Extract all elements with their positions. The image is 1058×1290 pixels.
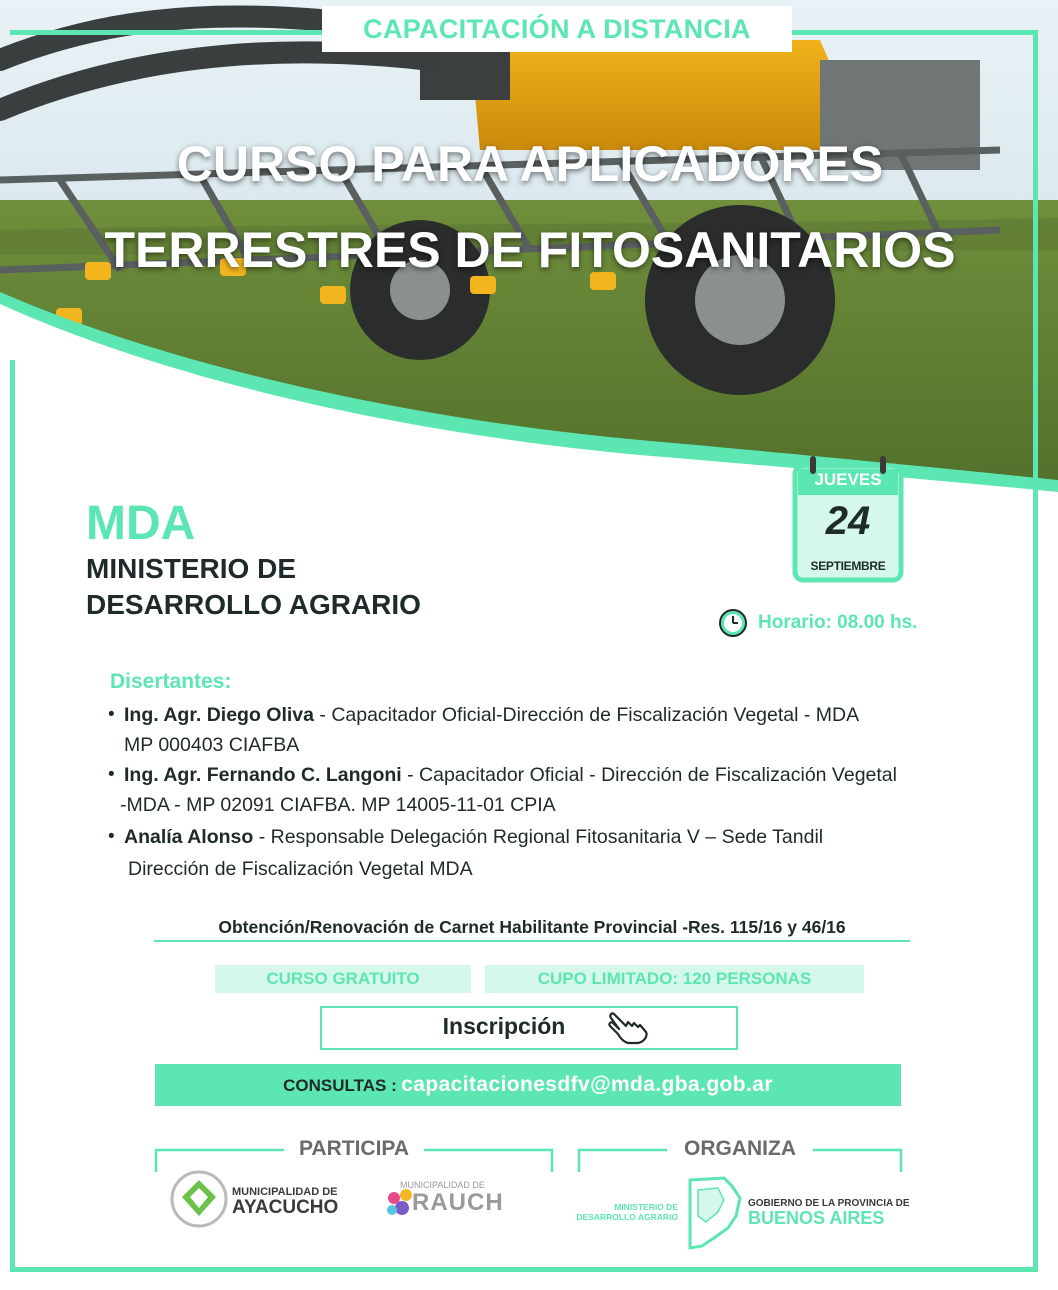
frame-right [1033,30,1038,1270]
bullet-2: • [108,764,115,785]
carnet-info: Obtención/Renovación de Carnet Habilitante Provincial -Res. 115/16 y 46/16 [154,914,910,942]
speakers-title: Disertantes: [110,670,232,693]
speaker-2-line2: -MDA - MP 02091 CIAFBA. MP 14005-11-01 CPIA [120,794,556,816]
speaker-2-line1 [124,760,897,790]
contact-label: CONSULTAS : [283,1076,397,1095]
frame-left [10,360,15,1272]
mda-logo-line1: MINISTERIO DE [614,1202,678,1212]
gba-line2: BUENOS AIRES [748,1208,885,1228]
speaker-2-role: - Capacitador Oficial - Dirección de Fiscalización Vegetal [401,764,897,786]
speaker-2-name: Ing. Agr. Fernando C. Langoni [124,764,402,786]
bullet-1: • [108,704,115,725]
distance-training-badge: CAPACITACIÓN A DISTANCIA [322,6,792,52]
participa-title: PARTICIPA [298,1137,410,1160]
register-label[interactable]: Inscripción [442,1013,566,1039]
calendar-month: SEPTIEMBRE [810,559,886,573]
gba-line1: GOBIERNO DE LA PROVINCIA DE [748,1198,910,1209]
speaker-3-name: Analía Alonso [124,826,254,848]
calendar-weekday: JUEVES [814,470,882,489]
frame-bottom [10,1267,1038,1272]
rauch-name: RAUCH [412,1189,504,1216]
ayacucho-line2: AYACUCHO [232,1197,339,1218]
mda-logo-line2: DESARROLLO AGRARIO [576,1212,678,1222]
org-name-line2: DESARROLLO AGRARIO [86,589,421,620]
speaker-1-name: Ing. Agr. Diego Oliva [124,704,314,726]
frame-top-right [792,30,1038,35]
speaker-1-line2: MP 000403 CIAFBA [124,734,300,756]
course-title-line1: CURSO PARA APLICADORES [176,136,884,192]
frame-top-left [10,30,322,35]
course-title-line2: TERRESTRES DE FITOSANITARIOS [104,222,956,278]
clock-icon [718,608,748,638]
schedule-text: Horario: 08.00 hs. [758,612,918,633]
speaker-3-line2: Dirección de Fiscalización Vegetal MDA [128,858,473,880]
ayacucho-line1: MUNICIPALIDAD DE [232,1186,338,1198]
limited-spots-pill: CUPO LIMITADO: 120 PERSONAS [485,965,864,993]
bullet-3: • [108,826,115,847]
org-name-line1: MINISTERIO DE [86,553,297,584]
contact-text [155,1064,901,1106]
org-acronym: MDA [86,497,196,550]
contact-email-link[interactable]: capacitacionesdfv@mda.gba.gob.ar [401,1073,773,1096]
speaker-1-role: - Capacitador Oficial-Dirección de Fiscalización Vegetal - MDA [313,704,860,726]
buenos-aires-map-icon [684,1176,744,1250]
calendar-day: 24 [825,499,871,543]
ayacucho-logo-icon [170,1170,228,1228]
organiza-title: ORGANIZA [684,1137,796,1160]
rauch-line1: MUNICIPALIDAD DE [400,1180,485,1190]
speaker-3-line1 [124,822,823,852]
pointing-hand-icon[interactable] [606,1008,650,1046]
speaker-1-line1 [124,700,859,730]
free-course-pill: CURSO GRATUITO [215,965,471,993]
speaker-3-role: - Responsable Delegación Regional Fitosanitaria V – Sede Tandil [253,826,824,848]
